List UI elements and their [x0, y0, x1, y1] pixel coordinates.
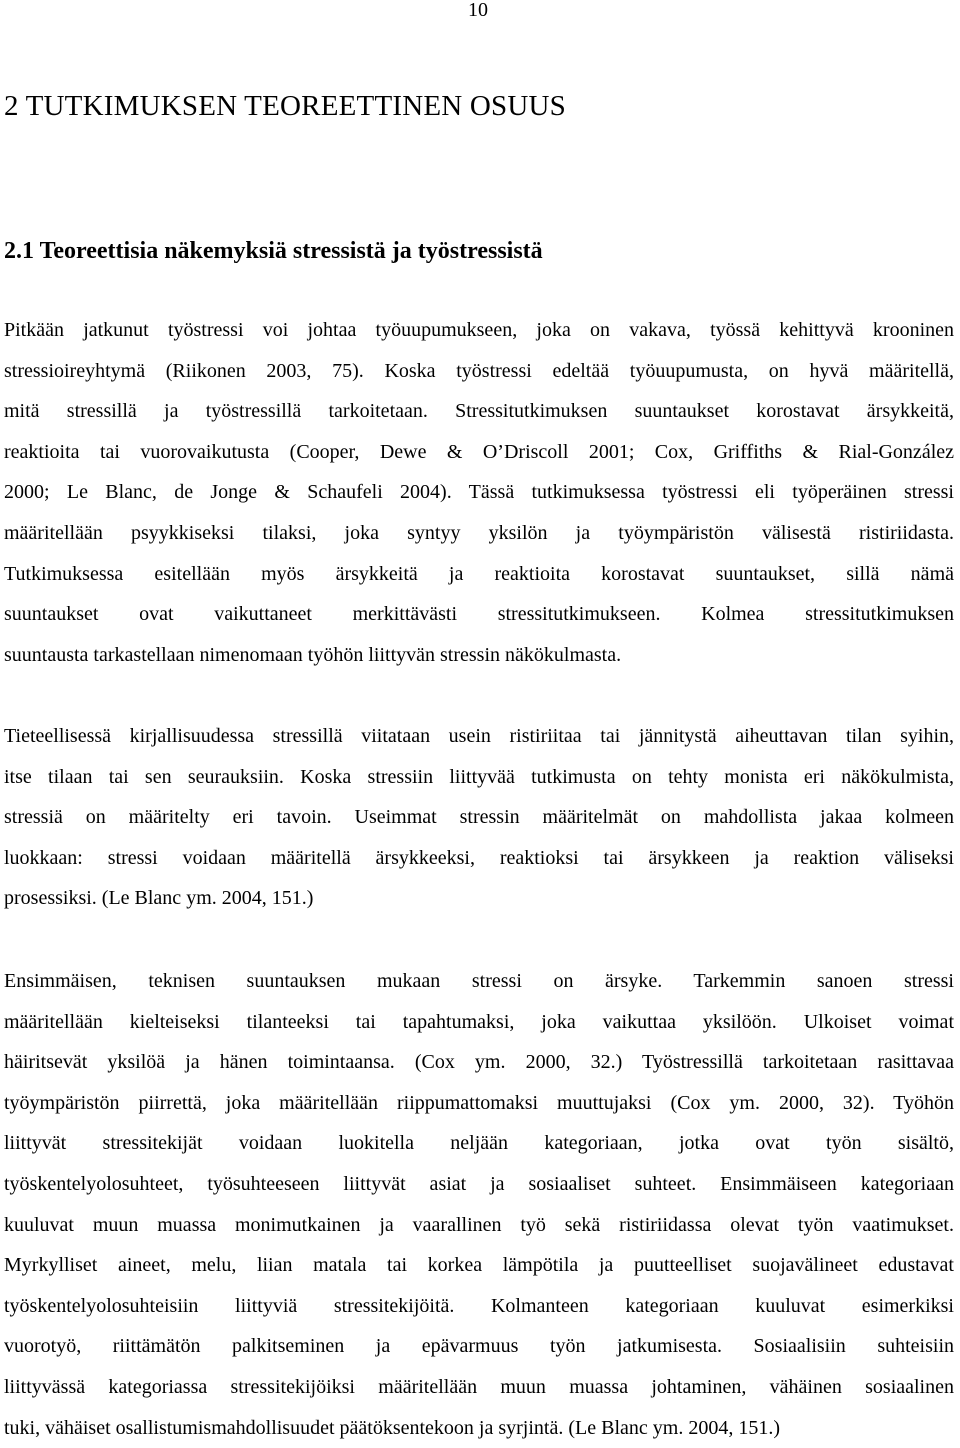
text-line: työskentelyolosuhteisiin liittyviä stressitekijöitä. Kolmanteen kategoriaan kuuluvat esimerkiksi	[4, 1294, 954, 1317]
text-line: 2000; Le Blanc, de Jonge & Schaufeli 2004). Tässä tutkimuksessa työstressi eli työperäinen stressi	[4, 481, 954, 504]
paragraph-3	[4, 961, 954, 1448]
text-line: määritellään psyykkiseksi tilaksi, joka syntyy yksilön ja työympäristön välisestä ristiriidasta.	[4, 521, 954, 544]
text-line: reaktioita tai vuorovaikutusta (Cooper, Dewe & O’Driscoll 2001; Cox, Griffiths & Rial-González	[4, 440, 954, 463]
paragraph-1	[4, 310, 954, 675]
text-line: työskentelyolosuhteet, työsuhteeseen liittyvät asiat ja sosiaaliset suhteet. Ensimmäiseen kategoriaan	[4, 1172, 954, 1195]
text-line: mitä stressillä ja työstressillä tarkoitetaan. Stressitutkimuksen suuntaukset korostavat ärsykkeitä,	[4, 400, 954, 423]
text-line: liittyvät stressitekijät voidaan luokitella neljään kategoriaan, jotka ovat työn sisältö,	[4, 1132, 954, 1155]
text-line: stressiä on määritelty eri tavoin. Useimmat stressin määritelmät on mahdollista jakaa kolmeen	[4, 806, 954, 829]
section-heading: 2.1 Teoreettisia näkemyksiä stressistä ja työstressistä	[4, 238, 543, 264]
chapter-heading: 2 TUTKIMUKSEN TEOREETTINEN OSUUS	[4, 90, 566, 122]
text-line: Tutkimuksessa esitellään myös ärsykkeitä ja reaktioita korostavat suuntaukset, sillä nämä	[4, 562, 954, 585]
text-line: tuki, vähäiset osallistumismahdollisuudet päätöksentekoon ja syrjintä. (Le Blanc ym. 2004, 151.)	[4, 1416, 780, 1439]
text-line: vuorotyö, riittämätön palkitseminen ja epävarmuus työn jatkumisesta. Sosiaalisiin suhteisiin	[4, 1335, 954, 1358]
page-number-text: 10	[468, 0, 488, 21]
text-line: Myrkylliset aineet, melu, liian matala tai korkea lämpötila ja puutteelliset suojavälineet edustavat	[4, 1254, 954, 1277]
text-line: määritellään kielteiseksi tilanteeksi tai tapahtumaksi, joka vaikuttaa yksilöön. Ulkoiset voimat	[4, 1010, 954, 1033]
paragraph-2	[4, 716, 954, 919]
text-line: Ensimmäisen, teknisen suuntauksen mukaan stressi on ärsyke. Tarkemmin sanoen stressi	[4, 970, 954, 992]
text-line: Tieteellisessä kirjallisuudessa stressillä viitataan usein ristiriitaa tai jännitystä aiheuttavan tilan syihin,	[4, 725, 954, 747]
text-line: kuuluvat muun muassa monimutkainen ja vaarallinen työ sekä ristiriidassa olevat työn vaatimukset.	[4, 1213, 954, 1236]
text-line: suuntausta tarkastellaan nimenomaan työhön liittyvän stressin näkökulmasta.	[4, 643, 622, 666]
text-line: häiritsevät yksilöä ja hänen toimintaansa. (Cox ym. 2000, 32.) Työstressillä tarkoitetaan rasittavaa	[4, 1051, 954, 1074]
text-line: suuntaukset ovat vaikuttaneet merkittävästi stressitutkimukseen. Kolmea stressitutkimuksen	[4, 603, 954, 626]
text-line: prosessiksi. (Le Blanc ym. 2004, 151.)	[4, 887, 314, 910]
text-line: liittyvässä kategoriassa stressitekijöiksi määritellään muun muassa johtaminen, vähäinen sosiaalinen	[4, 1375, 954, 1398]
text-line: stressioireyhtymä (Riikonen 2003, 75). Koska työstressi edeltää työuupumusta, on hyvä määritellä,	[4, 359, 954, 382]
text-line: työympäristön piirrettä, joka määritellään riippumattomaksi muuttujaksi (Cox ym. 2000, 32). Työhön	[4, 1091, 954, 1114]
text-line: itse tilaan tai sen seurauksiin. Koska stressiin liittyvää tutkimusta on tehty monista eri näkökulmista,	[4, 765, 954, 788]
text-line: luokkaan: stressi voidaan määritellä ärsykkeeksi, reaktioksi tai ärsykkeen ja reaktion väliseksi	[4, 846, 954, 869]
text-line: Pitkään jatkunut työstressi voi johtaa työuupumukseen, joka on vakava, työssä kehittyvä krooninen	[4, 319, 954, 341]
